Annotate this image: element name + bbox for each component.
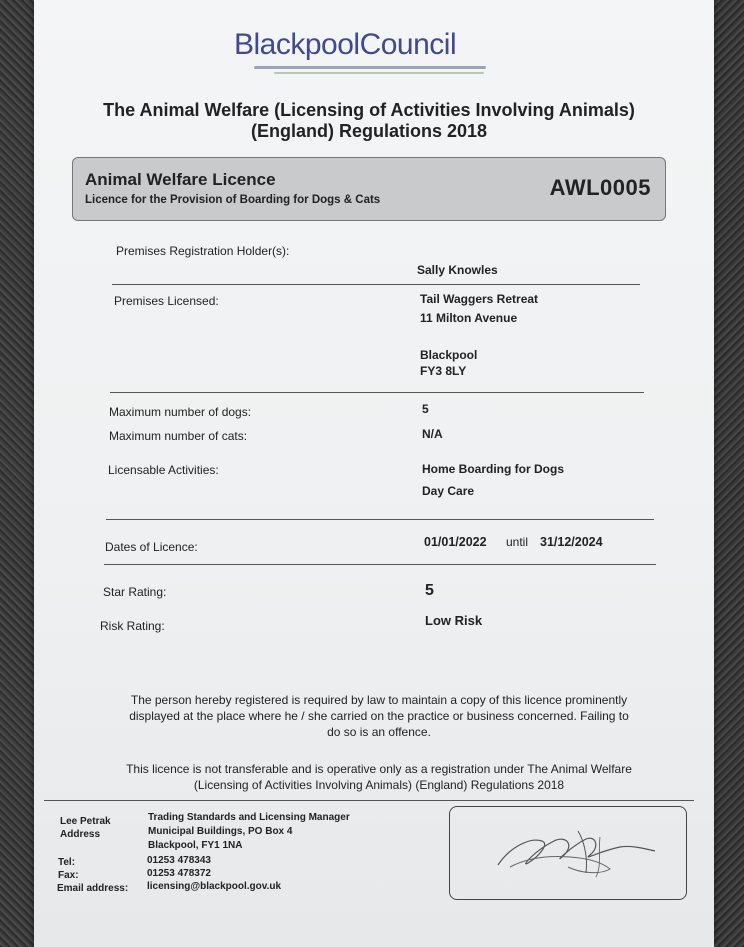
licence-document xyxy=(34,0,714,947)
council-logo: BlackpoolCouncil xyxy=(234,28,457,61)
signatory-position: Trading Standards and Licensing Manager xyxy=(148,812,350,823)
divider xyxy=(110,392,644,393)
handwritten-signature xyxy=(450,807,686,899)
max-dogs-label: Maximum number of dogs: xyxy=(109,405,252,419)
activities-label: Licensable Activities: xyxy=(108,463,219,477)
premises-postcode: FY3 8LY xyxy=(420,364,467,378)
max-cats-value: N/A xyxy=(422,427,443,441)
divider xyxy=(112,284,640,285)
dates-label: Dates of Licence: xyxy=(105,540,198,554)
premises-town: Blackpool xyxy=(420,348,478,362)
footer-divider xyxy=(44,800,694,801)
premises-name: Tail Waggers Retreat xyxy=(420,292,539,306)
address-line: Blackpool, FY1 1NA xyxy=(148,840,243,851)
premises-street: 11 Milton Avenue xyxy=(420,311,518,325)
date-to: 31/12/2024 xyxy=(540,535,603,549)
date-from: 01/01/2022 xyxy=(424,535,487,549)
logo-swoosh-secondary xyxy=(274,72,484,74)
divider xyxy=(106,519,654,520)
display-notice: The person hereby registered is required by law to maintain a copy of this licence prominently displayed at the place where he / she carried on the practice or business concerned. Failing to do so is an offence. xyxy=(129,693,629,739)
star-rating-value: 5 xyxy=(425,582,434,599)
email-label: Email address: xyxy=(57,883,129,894)
activity-item: Day Care xyxy=(422,484,475,498)
star-rating-label: Star Rating: xyxy=(103,585,167,599)
regulation-title: The Animal Welfare (Licensing of Activities Involving Animals) (England) Regulations 2018 xyxy=(103,100,635,141)
licence-subtitle: Licence for the Provision of Boarding for Dogs & Cats xyxy=(85,194,381,206)
tel-value: 01253 478343 xyxy=(147,855,211,866)
signature-box xyxy=(449,806,687,900)
max-cats-label: Maximum number of cats: xyxy=(109,429,248,443)
activity-item: Home Boarding for Dogs xyxy=(422,462,565,476)
fax-value: 01253 478372 xyxy=(147,868,211,879)
address-label: Address xyxy=(60,829,101,840)
risk-rating-value: Low Risk xyxy=(425,613,483,628)
divider xyxy=(104,564,656,565)
logo-swoosh xyxy=(254,66,486,69)
signatory-name: Lee Petrak xyxy=(60,816,111,827)
licence-header-box xyxy=(72,157,666,221)
transfer-notice: This licence is not transferable and is operative only as a registration under The Animal Welfare (Licensing of Activities Involving Animals) (England) Regulations 2018 xyxy=(126,762,632,792)
holder-value: Sally Knowles xyxy=(417,263,498,277)
max-dogs-value: 5 xyxy=(422,402,429,416)
fax-label: Fax: xyxy=(58,870,79,881)
email-value: licensing@blackpool.gov.uk xyxy=(147,881,282,892)
risk-rating-label: Risk Rating: xyxy=(100,619,165,633)
date-until-word: until xyxy=(506,535,529,549)
premises-label: Premises Licensed: xyxy=(114,294,219,308)
holder-label: Premises Registration Holder(s): xyxy=(116,244,290,258)
licence-number: AWL0005 xyxy=(549,175,651,200)
licence-title: Animal Welfare Licence xyxy=(85,170,276,189)
address-line: Municipal Buildings, PO Box 4 xyxy=(148,826,293,837)
tel-label: Tel: xyxy=(58,857,76,868)
